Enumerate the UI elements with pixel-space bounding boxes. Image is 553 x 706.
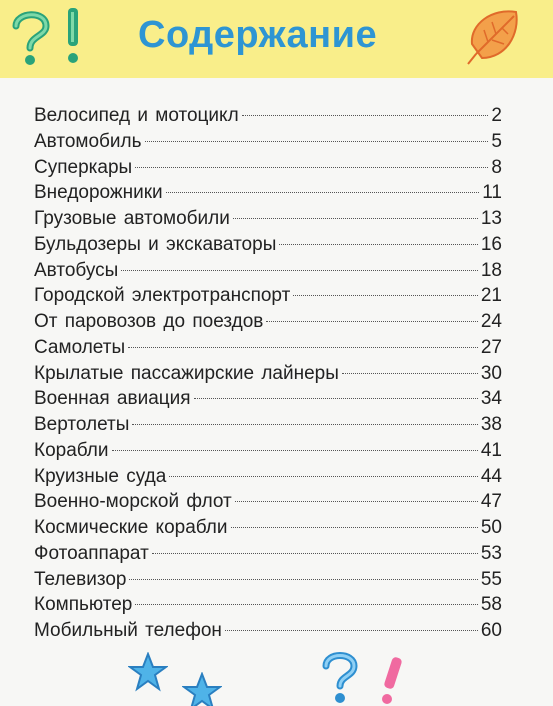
toc-entry — [34, 489, 502, 515]
toc-entry — [34, 592, 502, 618]
toc-entry-page: 60 — [480, 620, 502, 641]
toc-entry — [34, 155, 502, 181]
toc-entry-page: 27 — [480, 336, 502, 358]
toc-entry — [34, 309, 502, 335]
toc-entry-title: Грузовые автомобили — [34, 208, 230, 229]
dot-leader — [135, 604, 478, 605]
toc-entry-title: Вертолеты — [34, 414, 130, 435]
toc-entry-page: 55 — [480, 568, 502, 590]
toc-entry-title: Автомобиль — [34, 130, 142, 152]
toc-entry — [34, 129, 502, 155]
toc-entry-title: Мобильный телефон — [34, 620, 222, 641]
toc-entry-title: Суперкары — [34, 156, 133, 178]
toc-entry — [34, 103, 502, 129]
toc-entry-page: 58 — [480, 594, 502, 616]
dot-leader — [166, 192, 480, 193]
toc-entry-title: Внедорожники — [34, 182, 163, 204]
dot-leader — [132, 424, 477, 425]
toc-entry-page: 53 — [480, 542, 502, 564]
toc-entry — [34, 438, 502, 464]
toc-entry-title: Компьютер — [34, 594, 133, 616]
toc-entry-page: 50 — [480, 517, 502, 538]
toc-entry-title: Корабли — [34, 439, 109, 461]
dot-leader — [225, 630, 478, 631]
toc-entry — [34, 206, 502, 232]
toc-entry-title: Бульдозеры и экскаваторы — [34, 233, 277, 255]
exclamation-mark-icon — [378, 655, 408, 705]
toc-entry-title: Самолеты — [34, 336, 126, 358]
toc-entry — [34, 541, 502, 567]
toc-entry — [34, 232, 502, 258]
toc-entry-page: 47 — [480, 491, 502, 513]
toc-entry-title: Космические корабли — [34, 517, 228, 538]
toc-entry-page: 41 — [480, 439, 502, 461]
dot-leader — [242, 115, 489, 116]
dot-leader — [121, 270, 478, 271]
leaf-icon — [462, 4, 528, 70]
dot-leader — [233, 218, 478, 219]
page-title: Содержание — [138, 14, 378, 56]
toc-entry — [34, 464, 502, 490]
dot-leader — [152, 553, 478, 554]
toc-entry — [34, 335, 502, 361]
toc-entry-title: Крылатые пассажирские лайнеры — [34, 362, 339, 384]
question-mark-icon — [8, 6, 54, 68]
toc-entry-page: 44 — [480, 465, 502, 487]
toc-entry-title: Телевизор — [34, 568, 127, 590]
dot-leader — [266, 321, 477, 322]
toc-entry-page: 16 — [480, 233, 502, 255]
toc-entry-page: 8 — [491, 156, 502, 178]
toc-entry — [34, 412, 502, 438]
toc-entry-title: От паровозов до поездов — [34, 311, 264, 332]
toc-entry-page: 11 — [482, 182, 502, 204]
dot-leader — [112, 450, 478, 451]
dot-leader — [235, 501, 478, 502]
toc-entry-title: Фотоаппарат — [34, 542, 149, 564]
toc-entry-page: 34 — [480, 388, 502, 410]
toc-entry-page: 13 — [480, 208, 502, 229]
toc-entry-title: Военно-морской флот — [34, 491, 232, 513]
header-band — [0, 0, 553, 78]
question-mark-icon — [318, 648, 362, 704]
toc-entry-page: 21 — [480, 285, 502, 307]
dot-leader — [128, 347, 478, 348]
toc-entry-title: Автобусы — [34, 259, 119, 281]
toc-entry-page: 2 — [491, 105, 502, 126]
toc-entry-page: 38 — [480, 414, 502, 435]
toc-entry — [34, 283, 502, 309]
toc-entry-page: 5 — [491, 130, 502, 152]
toc-entry-title: Круизные суда — [34, 465, 167, 487]
toc-entry — [34, 618, 502, 644]
toc-entry — [34, 515, 502, 541]
toc-entry — [34, 567, 502, 593]
toc-entry — [34, 258, 502, 284]
toc-entry-page: 18 — [480, 259, 502, 281]
toc-entry — [34, 386, 502, 412]
exclamation-mark-icon — [62, 6, 84, 66]
toc-entry — [34, 361, 502, 387]
star-icon — [128, 652, 168, 692]
toc-entry-title: Городской электротранспорт — [34, 285, 291, 307]
dot-leader — [129, 579, 477, 580]
star-icon — [182, 672, 222, 706]
dot-leader — [342, 373, 478, 374]
table-of-contents — [34, 103, 502, 644]
dot-leader — [293, 295, 478, 296]
dot-leader — [135, 167, 488, 168]
dot-leader — [169, 476, 478, 477]
toc-entry-page: 30 — [480, 362, 502, 384]
dot-leader — [145, 141, 489, 142]
dot-leader — [194, 398, 478, 399]
toc-entry — [34, 180, 502, 206]
dot-leader — [279, 244, 478, 245]
dot-leader — [231, 527, 478, 528]
toc-entry-title: Военная авиация — [34, 388, 191, 410]
toc-entry-page: 24 — [480, 311, 502, 332]
toc-entry-title: Велосипед и мотоцикл — [34, 105, 239, 126]
